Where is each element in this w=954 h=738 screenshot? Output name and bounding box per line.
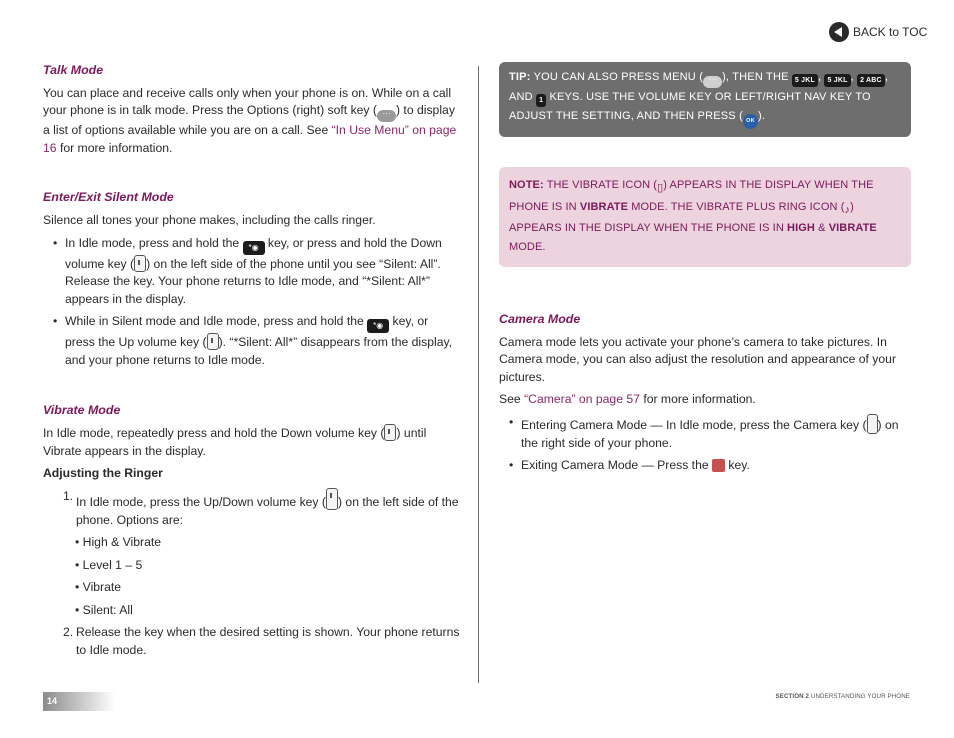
step-2: 2. Release the key when the desired setting is shown. Your phone returns to Idle mode. bbox=[63, 625, 460, 658]
note-box: NOTE: THE VIBRATE ICON (▯) APPEARS IN THE DISPLAY WHEN THE PHONE IS IN VIBRATE MODE. THE VIBRATE PLUS RING ICON (♪) APPEARS IN THE DISPLAY WHEN THE PHONE IS IN HIGH & VIBRATE MODE. bbox=[499, 167, 911, 267]
list-item: • Level 1 – 5 bbox=[75, 557, 143, 572]
volume-down-key-icon bbox=[384, 424, 396, 441]
camera-key-icon bbox=[867, 414, 878, 434]
vibrate-icon: ▯ bbox=[657, 182, 664, 194]
left-column bbox=[43, 62, 461, 660]
list-item: • Entering Camera Mode — In Idle mode, press the Camera key ( ) on the right side of your phone. bbox=[499, 414, 911, 452]
step-1: 1. In Idle mode, press the Up/Down volume key ( ) on the left side of the phone. Options are: bbox=[63, 488, 459, 527]
key-1-icon: 1 bbox=[536, 94, 546, 107]
silent-mode-intro: Silence all tones your phone makes, including the calls ringer. bbox=[43, 212, 376, 227]
list-item: • Silent: All bbox=[75, 602, 133, 617]
silent-mode-heading: Enter/Exit Silent Mode bbox=[43, 190, 174, 205]
step-number: 2. bbox=[63, 625, 74, 640]
vibrate-mode-paragraph: In Idle mode, repeatedly press and hold the Down volume key ( ) until Vibrate appears in the display. bbox=[43, 426, 427, 458]
volume-key-icon bbox=[326, 488, 338, 510]
camera-mode-list bbox=[499, 414, 911, 475]
list-item: • High & Vibrate bbox=[75, 535, 162, 550]
key-5-icon: 5 JKL bbox=[792, 74, 818, 87]
page-number: 14 bbox=[43, 692, 115, 711]
camera-mode-heading: Camera Mode bbox=[499, 312, 581, 326]
section-footer: SECTION 2 UNDERSTANDING YOUR PHONE bbox=[775, 693, 910, 700]
talk-mode-heading: Talk Mode bbox=[43, 63, 104, 77]
back-to-toc-link[interactable] bbox=[829, 22, 927, 42]
silent-mode-list bbox=[43, 235, 461, 370]
key-5-icon: 5 JKL bbox=[824, 74, 850, 87]
end-key-icon bbox=[712, 459, 725, 472]
list-item: • Vibrate bbox=[75, 580, 122, 595]
menu-key-icon: ··· bbox=[703, 76, 722, 88]
step-number: 1. bbox=[63, 488, 74, 503]
talk-mode-paragraph: You can place and receive calls only when your phone is on. While on a call your phone is in talk mode. Press the Options (right) soft key ( ··· ) to display a list of options available while you are on a call. See “In Use Menu” on page 16 for more information. bbox=[43, 85, 457, 155]
right-column bbox=[499, 62, 911, 475]
volume-up-key-icon bbox=[207, 333, 219, 350]
in-use-menu-link[interactable]: “In Use Menu” on page 16 bbox=[43, 123, 457, 155]
volume-down-key-icon bbox=[134, 255, 146, 272]
ok-key-icon: OK bbox=[743, 114, 758, 129]
camera-mode-paragraph: Camera mode lets you activate your phone’s camera to take pictures. In Camera mode, you can also adjust the resolution and appearance of your pictures. bbox=[499, 334, 897, 384]
list-item: • Exiting Camera Mode — Press the key. bbox=[499, 457, 911, 475]
back-to-toc-label[interactable]: BACK to TOC bbox=[853, 25, 928, 39]
adjusting-ringer-heading: Adjusting the Ringer bbox=[43, 466, 163, 481]
vibrate-mode-heading: Vibrate Mode bbox=[43, 402, 121, 417]
back-arrow-icon[interactable] bbox=[829, 22, 849, 42]
ringer-options-list bbox=[43, 534, 461, 619]
list-item: • While in Silent mode and Idle mode, press and hold the *◉ key, or press the Up volume key ( ). “*Silent: All*” disappears from the display, and your phone returns to Idle mode. bbox=[43, 313, 461, 369]
key-2-icon: 2 ABC bbox=[857, 74, 885, 87]
right-soft-key-icon: ··· bbox=[377, 110, 396, 122]
column-divider bbox=[478, 66, 479, 683]
tip-box: TIP: YOU CAN ALSO PRESS MENU ( ··· ), THEN THE 5 JKL , 5 JKL , 2 ABC , AND 1 KEYS. USE THE VOLUME KEY OR LEFT/RIGHT NAV KEY TO ADJUST THE SETTING, AND THEN PRESS ( OK ). bbox=[499, 62, 911, 137]
list-item: • In Idle mode, press and hold the *◉ key, or press and hold the Down volume key ( ) on the left side of the phone until you see “Silent: All”. Release the key. Your phone returns to Idle mode, and “*Silent: All*” appears in the display. bbox=[43, 235, 461, 309]
camera-see-paragraph: See “Camera” on page 57 for more information. bbox=[499, 392, 756, 407]
speaker-key-icon: *◉ bbox=[367, 319, 389, 333]
vibrate-ring-icon: ♪ bbox=[844, 203, 851, 216]
speaker-key-icon: *◉ bbox=[243, 241, 265, 255]
camera-link[interactable]: “Camera” on page 57 bbox=[524, 392, 640, 407]
